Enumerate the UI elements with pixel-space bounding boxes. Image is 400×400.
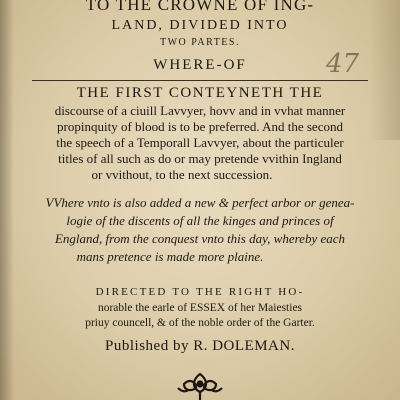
part1-line-1: THE FIRST CONTEYNETH THE xyxy=(76,85,324,101)
part1-line-2: discourse of a ciuill Lavvyer, hovv and in vvhat manner xyxy=(54,103,346,118)
addendum-line-4: mans pretence is made more plaine. xyxy=(76,249,264,264)
addendum-line-1: VVhere vnto is also added a new & perfect arbor or genea- xyxy=(45,195,355,210)
divider-rule xyxy=(32,80,368,81)
part1-line-6: or vvithout, to the next succession. xyxy=(91,167,273,182)
publisher-line: Published by R. DOLEMAN. xyxy=(105,338,295,354)
addendum-line-2: logie of the discents of all the kinges and princes of xyxy=(66,213,334,228)
whereof-heading: WHERE-OF xyxy=(153,57,247,73)
part1-line-4: the speech of a Temporall Lavvyer, about the particuler xyxy=(56,135,344,150)
printers-ornament-icon xyxy=(170,370,230,400)
dedication-line-1: DIRECTED TO THE RIGHT HO- xyxy=(95,286,305,298)
part1-line-3: propinquity of blood is to be preferred. And the second xyxy=(57,119,343,134)
dedication-line-3: priuy councell, & of the noble order of the Garter. xyxy=(85,317,315,329)
heading-line-1: TO THE CROWNE OF ING- xyxy=(85,0,315,14)
handwritten-mark: 47 xyxy=(326,49,360,79)
part1-line-5: titles of all such as do or may pretende vvithin Ingland xyxy=(58,151,342,166)
heading-line-3: TWO PARTES. xyxy=(160,37,240,48)
heading-line-2: LAND, DIVIDED INTO xyxy=(111,18,289,33)
dedication-line-2: norable the earle of ESSEX of her Maiesties xyxy=(97,302,303,314)
addendum-line-3: England, from the conquest vnto this day, whereby each xyxy=(54,231,346,246)
